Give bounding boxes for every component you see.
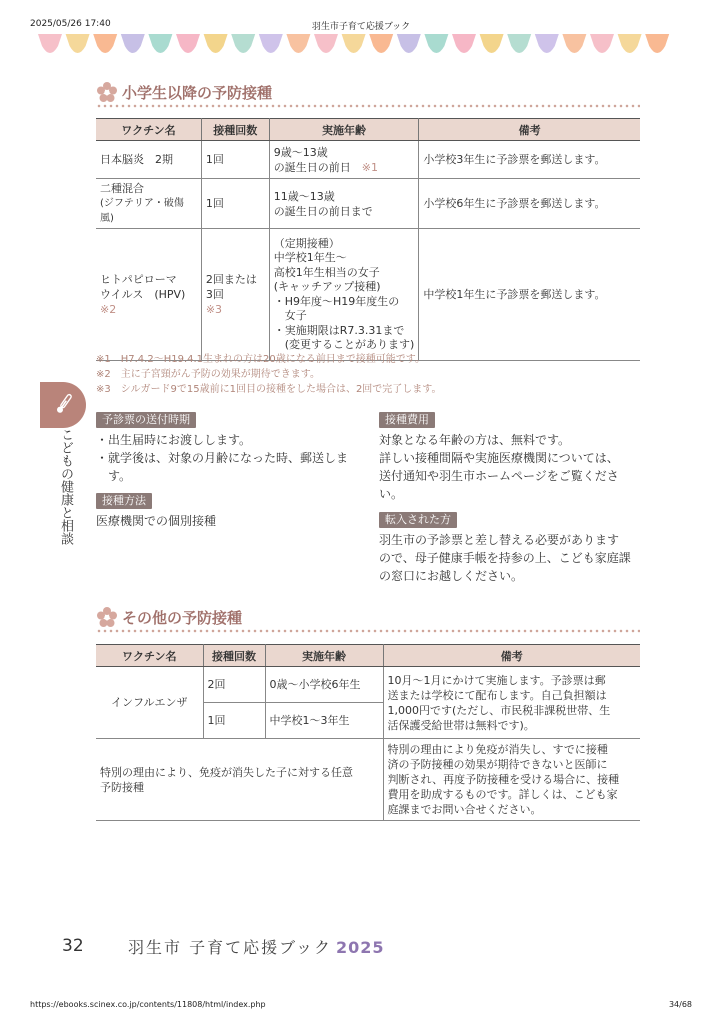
footnote: ※1 H7.4.2～H19.4.1生まれの方は20歳になる前日まで接種可能です。 (96, 354, 425, 365)
age-cell: 9歳～13歳 の誕生日の前日 ※1 (269, 141, 419, 179)
remark-cell: 10月～1月にかけて実施します。予診票は郵 送または学校にて配布します。自己負担額は 1,000円です(ただし、市民税非課税世帯、生 活保護受給世帯は無料です)。 (383, 667, 640, 739)
table-row (96, 739, 640, 821)
print-title: 羽生市子育て応援ブック (311, 22, 411, 32)
age-cell: 0歳～小学校6年生 (265, 667, 383, 703)
dotted-divider (96, 104, 640, 108)
section-title-school-vaccination (96, 81, 272, 103)
section-title-text: その他の予防接種 (122, 608, 243, 627)
doses-cell: 2回または 3回 ※3 (201, 229, 269, 361)
header-remarks: 備考 (383, 645, 640, 667)
bunting-flag (562, 34, 586, 53)
table-row (96, 141, 640, 179)
age-cell: 11歳～13歳 の誕生日の前日まで (269, 179, 419, 229)
cost-label: 接種費用 (379, 412, 435, 428)
header-doses: 接種回数 (201, 119, 269, 141)
vaccine-cell: 日本脳炎 2期 (96, 141, 201, 179)
dotted-divider (96, 629, 640, 633)
bunting-flag (231, 34, 255, 53)
section-title-other-vaccination (96, 606, 242, 628)
transfer-label: 転入された方 (379, 512, 457, 528)
remark-cell: 中学校1年生に予診票を郵送します。 (419, 229, 640, 361)
table-row (96, 229, 640, 361)
remark-cell: 特別の理由により免疫が消失し、すでに接種 済の予防接種の効果が期待できないと医師に 判断され、再度予防接種を受ける場合に、接種 費用を助成するものです。詳しくは、こども家 庭課までお問い合せください。 (383, 739, 640, 821)
cost-block: 接種費用 対象となる年齢の方は、無料です。 詳しい接種間隔や実施医療機関については、 送付通知や羽生市ホームページをご覧くださ い。 (379, 413, 619, 501)
bunting-flag (424, 34, 448, 53)
page-number: 32 (62, 936, 84, 956)
transfer-block: 転入された方 羽生市の予診票と差し替える必要があります ので、母子健康手帳を持参の上、こども家庭課 の窓口にお越しください。 (379, 513, 631, 583)
bunting-flag (452, 34, 476, 53)
print-datetime: 2025/05/26 17:40 (30, 19, 111, 29)
footnote-mark: ※1 (361, 160, 378, 174)
bunting-flag (645, 34, 669, 53)
thermometer-icon (54, 392, 74, 416)
method-block: 接種方法 医療機関での個別接種 (96, 494, 217, 528)
bunting-flag (148, 34, 172, 53)
bunting-flag (397, 34, 421, 53)
send-timing-block: 予診票の送付時期 ・出生届時にお渡しします。 ・就学後は、対象の月齢になった時、郵送しま す。 (96, 413, 349, 483)
method-label: 接種方法 (96, 493, 152, 509)
bunting-decoration (38, 34, 686, 58)
vaccine-cell: インフルエンザ (96, 667, 203, 739)
table-row (96, 667, 640, 703)
bunting-flag (342, 34, 366, 53)
bunting-flag (38, 34, 62, 53)
age-cell: （定期接種） 中学校1年生～ 高校1年生相当の女子 (キャッチアップ接種) ・H9年度～H19年度生の 女子 ・実施期限はR7.3.31まで (変更することがあります) (269, 229, 419, 361)
footnotes (96, 352, 442, 397)
special-vaccination-cell: 特別の理由により、免疫が消失した子に対する任意 予防接種 (96, 739, 383, 821)
bunting-flag (314, 34, 338, 53)
header-vaccine: ワクチン名 (96, 119, 201, 141)
bunting-flag (176, 34, 200, 53)
header-vaccine: ワクチン名 (96, 645, 203, 667)
flower-icon (96, 606, 118, 628)
bunting-flag (204, 34, 228, 53)
header-age: 実施年齢 (269, 119, 419, 141)
bunting-flag (369, 34, 393, 53)
other-vaccination-table (96, 644, 640, 821)
doses-cell: 1回 (203, 703, 265, 739)
header-age: 実施年齢 (265, 645, 383, 667)
bunting-flag (590, 34, 614, 53)
brand-logo: 羽生市 子育て応援ブック 2025 (128, 938, 385, 957)
bunting-flag (535, 34, 559, 53)
school-vaccination-table (96, 118, 640, 361)
vaccine-cell: 二種混合 (ジフテリア・破傷風) (96, 179, 201, 229)
bunting-flag (259, 34, 283, 53)
footnote: ※2 主に子宮頸がん予防の効果が期待できます。 (96, 369, 320, 380)
doses-cell: 1回 (201, 179, 269, 229)
table-row (96, 179, 640, 229)
remark-cell: 小学校6年生に予診票を郵送します。 (419, 179, 640, 229)
brand-year: 2025 (335, 938, 385, 957)
print-page-count: 34/68 (668, 1000, 692, 1009)
side-tab-label: こどもの健康と相談 (58, 428, 73, 545)
side-tab (40, 382, 86, 428)
flower-icon (96, 81, 118, 103)
remark-cell: 小学校3年生に予診票を郵送します。 (419, 141, 640, 179)
bunting-flag (66, 34, 90, 53)
bunting-flag (480, 34, 504, 53)
bunting-flag (93, 34, 117, 53)
doses-cell: 2回 (203, 667, 265, 703)
section-title-text: 小学生以降の予防接種 (122, 83, 273, 102)
footnote-mark: ※2 (100, 303, 117, 316)
bunting-flag (286, 34, 310, 53)
bunting-flag (121, 34, 145, 53)
age-cell: 中学校1～3年生 (265, 703, 383, 739)
header-doses: 接種回数 (203, 645, 265, 667)
print-url: https://ebooks.scinex.co.jp/contents/11808/html/index.php (30, 1000, 266, 1009)
table-header-row (96, 119, 640, 141)
footnote-mark: ※3 (205, 303, 223, 316)
bunting-flag (618, 34, 642, 53)
header-remarks: 備考 (419, 119, 640, 141)
doses-cell: 1回 (201, 141, 269, 179)
vaccine-cell: ヒトパピローマ ウイルス (HPV) ※2 (96, 229, 201, 361)
send-timing-label: 予診票の送付時期 (96, 412, 196, 428)
table-header-row (96, 645, 640, 667)
bunting-flag (507, 34, 531, 53)
footnote: ※3 シルガード9で15歳前に1回目の接種をした場合は、2回で完了します。 (96, 384, 442, 395)
